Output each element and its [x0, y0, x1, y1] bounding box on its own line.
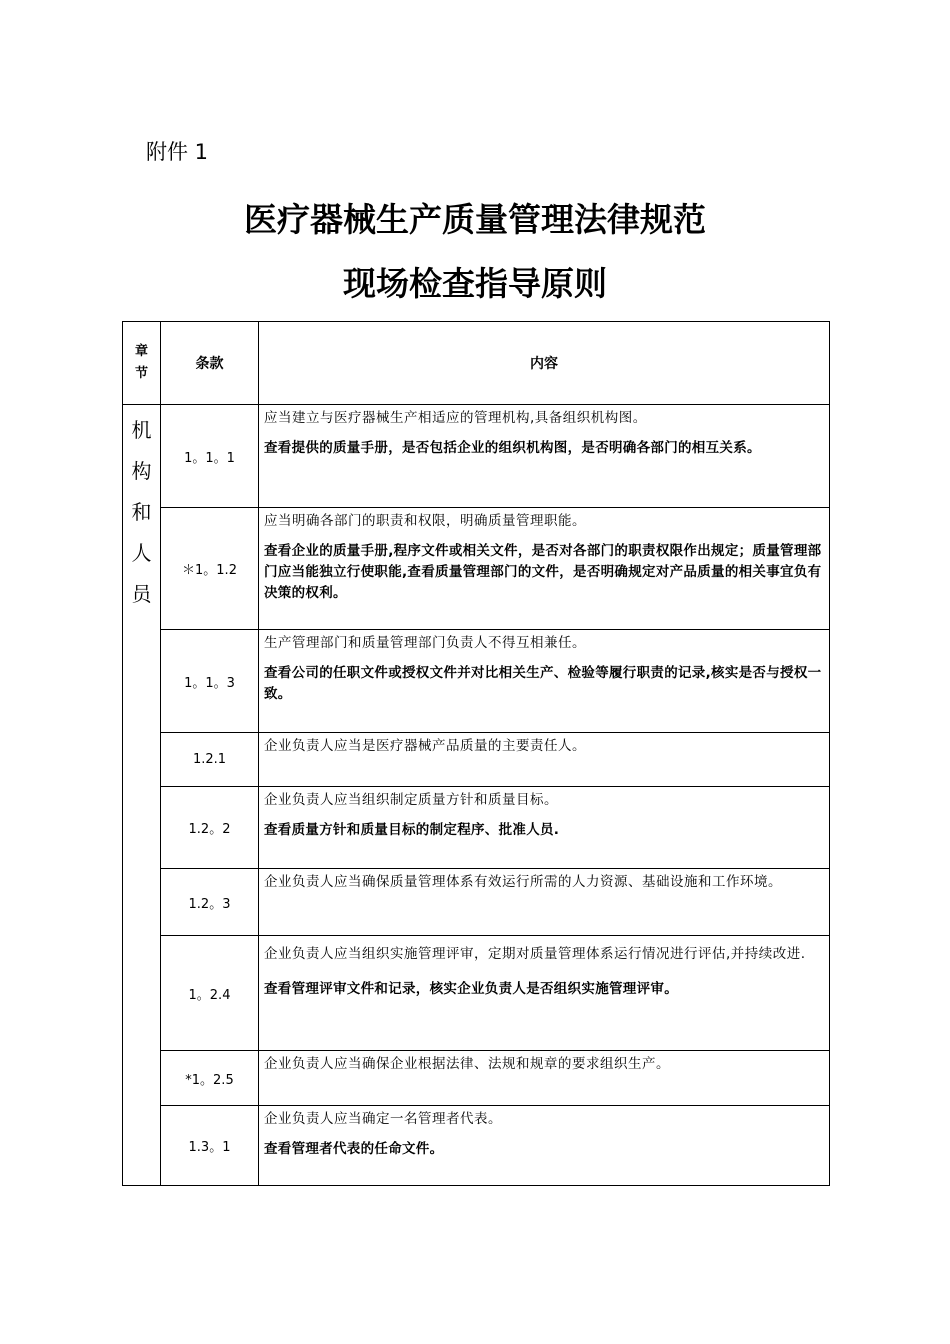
table-row: [123, 405, 830, 508]
chapter-char: 员: [131, 582, 152, 606]
requirement-text: 企业负责人应当确定一名管理者代表。: [264, 1111, 502, 1127]
requirement-text: 企业负责人应当确保企业根据法律、法规和规章的要求组织生产。: [264, 1056, 670, 1072]
chapter-char: 机: [131, 418, 152, 442]
content-cell: [259, 630, 830, 733]
table-row: [123, 869, 830, 936]
check-method-text: 查看企业的质量手册,程序文件或相关文件，是否对各部门的职责权限作出规定；质量管理部门应当能独立行使职能,查看质量管理部门的文件，是否明确规定对产品质量的相关事宜负有决策的权利。: [264, 543, 822, 601]
table-row: [123, 508, 830, 630]
requirement-text: 生产管理部门和质量管理部门负责人不得互相兼任。: [264, 635, 586, 651]
clause-number: 1。1。3: [161, 630, 259, 733]
attachment-label: 附件 1: [146, 140, 209, 164]
clause-number: ＊1。1.2: [161, 508, 259, 630]
document-title-line-2: 现场检查指导原则: [343, 264, 607, 303]
requirement-text: 应当明确各部门的职责和权限，明确质量管理职能。: [264, 513, 586, 529]
table-row: [123, 630, 830, 733]
check-method-text: 查看管理评审文件和记录，核实企业负责人是否组织实施管理评审。: [264, 981, 678, 997]
clause-number: 1。2.4: [161, 936, 259, 1051]
content-cell: [259, 405, 830, 508]
inspection-table: [122, 321, 830, 1186]
chapter-char: 构: [131, 459, 152, 483]
header-content: 内容: [259, 322, 830, 405]
table-row: [123, 787, 830, 869]
content-cell: [259, 733, 830, 787]
header-chapter-char: 章: [134, 344, 148, 359]
chapter-char: 和: [131, 500, 152, 524]
requirement-text: 应当建立与医疗器械生产相适应的管理机构,具备组织机构图。: [264, 410, 647, 426]
table-header-row: [123, 322, 830, 405]
check-method-text: 查看公司的任职文件或授权文件并对比相关生产、检验等履行职责的记录,核实是否与授权一致。: [264, 665, 822, 702]
content-cell: [259, 1051, 830, 1106]
table-row: [123, 1106, 830, 1186]
clause-number: 1.2。3: [161, 869, 259, 936]
clause-number: *1。2.5: [161, 1051, 259, 1106]
clause-number: 1.2。2: [161, 787, 259, 869]
table-row: [123, 733, 830, 787]
content-cell: [259, 787, 830, 869]
requirement-text: 企业负责人应当组织制定质量方针和质量目标。: [264, 792, 558, 808]
table-row: [123, 1051, 830, 1106]
check-method-text: 查看管理者代表的任命文件。: [264, 1141, 444, 1157]
clause-number: 1.3。1: [161, 1106, 259, 1186]
chapter-char: 人: [131, 541, 152, 565]
requirement-text: 企业负责人应当是医疗器械产品质量的主要责任人。: [264, 738, 586, 754]
content-cell: [259, 508, 830, 630]
requirement-text: 企业负责人应当确保质量管理体系有效运行所需的人力资源、基础设施和工作环境。: [264, 874, 782, 890]
table-row: [123, 936, 830, 1051]
header-chapter-char: 节: [134, 366, 148, 381]
clause-number: 1。1。1: [161, 405, 259, 508]
requirement-text: 企业负责人应当组织实施管理评审，定期对质量管理体系运行情况进行评估,并持续改进.: [264, 946, 806, 962]
check-method-text: 查看提供的质量手册，是否包括企业的组织机构图，是否明确各部门的相互关系。: [264, 440, 761, 456]
document-title-line-1: 医疗器械生产质量管理法律规范: [244, 200, 706, 239]
content-cell: [259, 1106, 830, 1186]
header-chapter: [123, 322, 161, 405]
chapter-name-cell: [123, 405, 161, 1186]
check-method-text: 查看质量方针和质量目标的制定程序、批准人员.: [264, 822, 560, 838]
content-cell: [259, 936, 830, 1051]
content-cell: [259, 869, 830, 936]
clause-number: 1.2.1: [161, 733, 259, 787]
header-clause: 条款: [161, 322, 259, 405]
